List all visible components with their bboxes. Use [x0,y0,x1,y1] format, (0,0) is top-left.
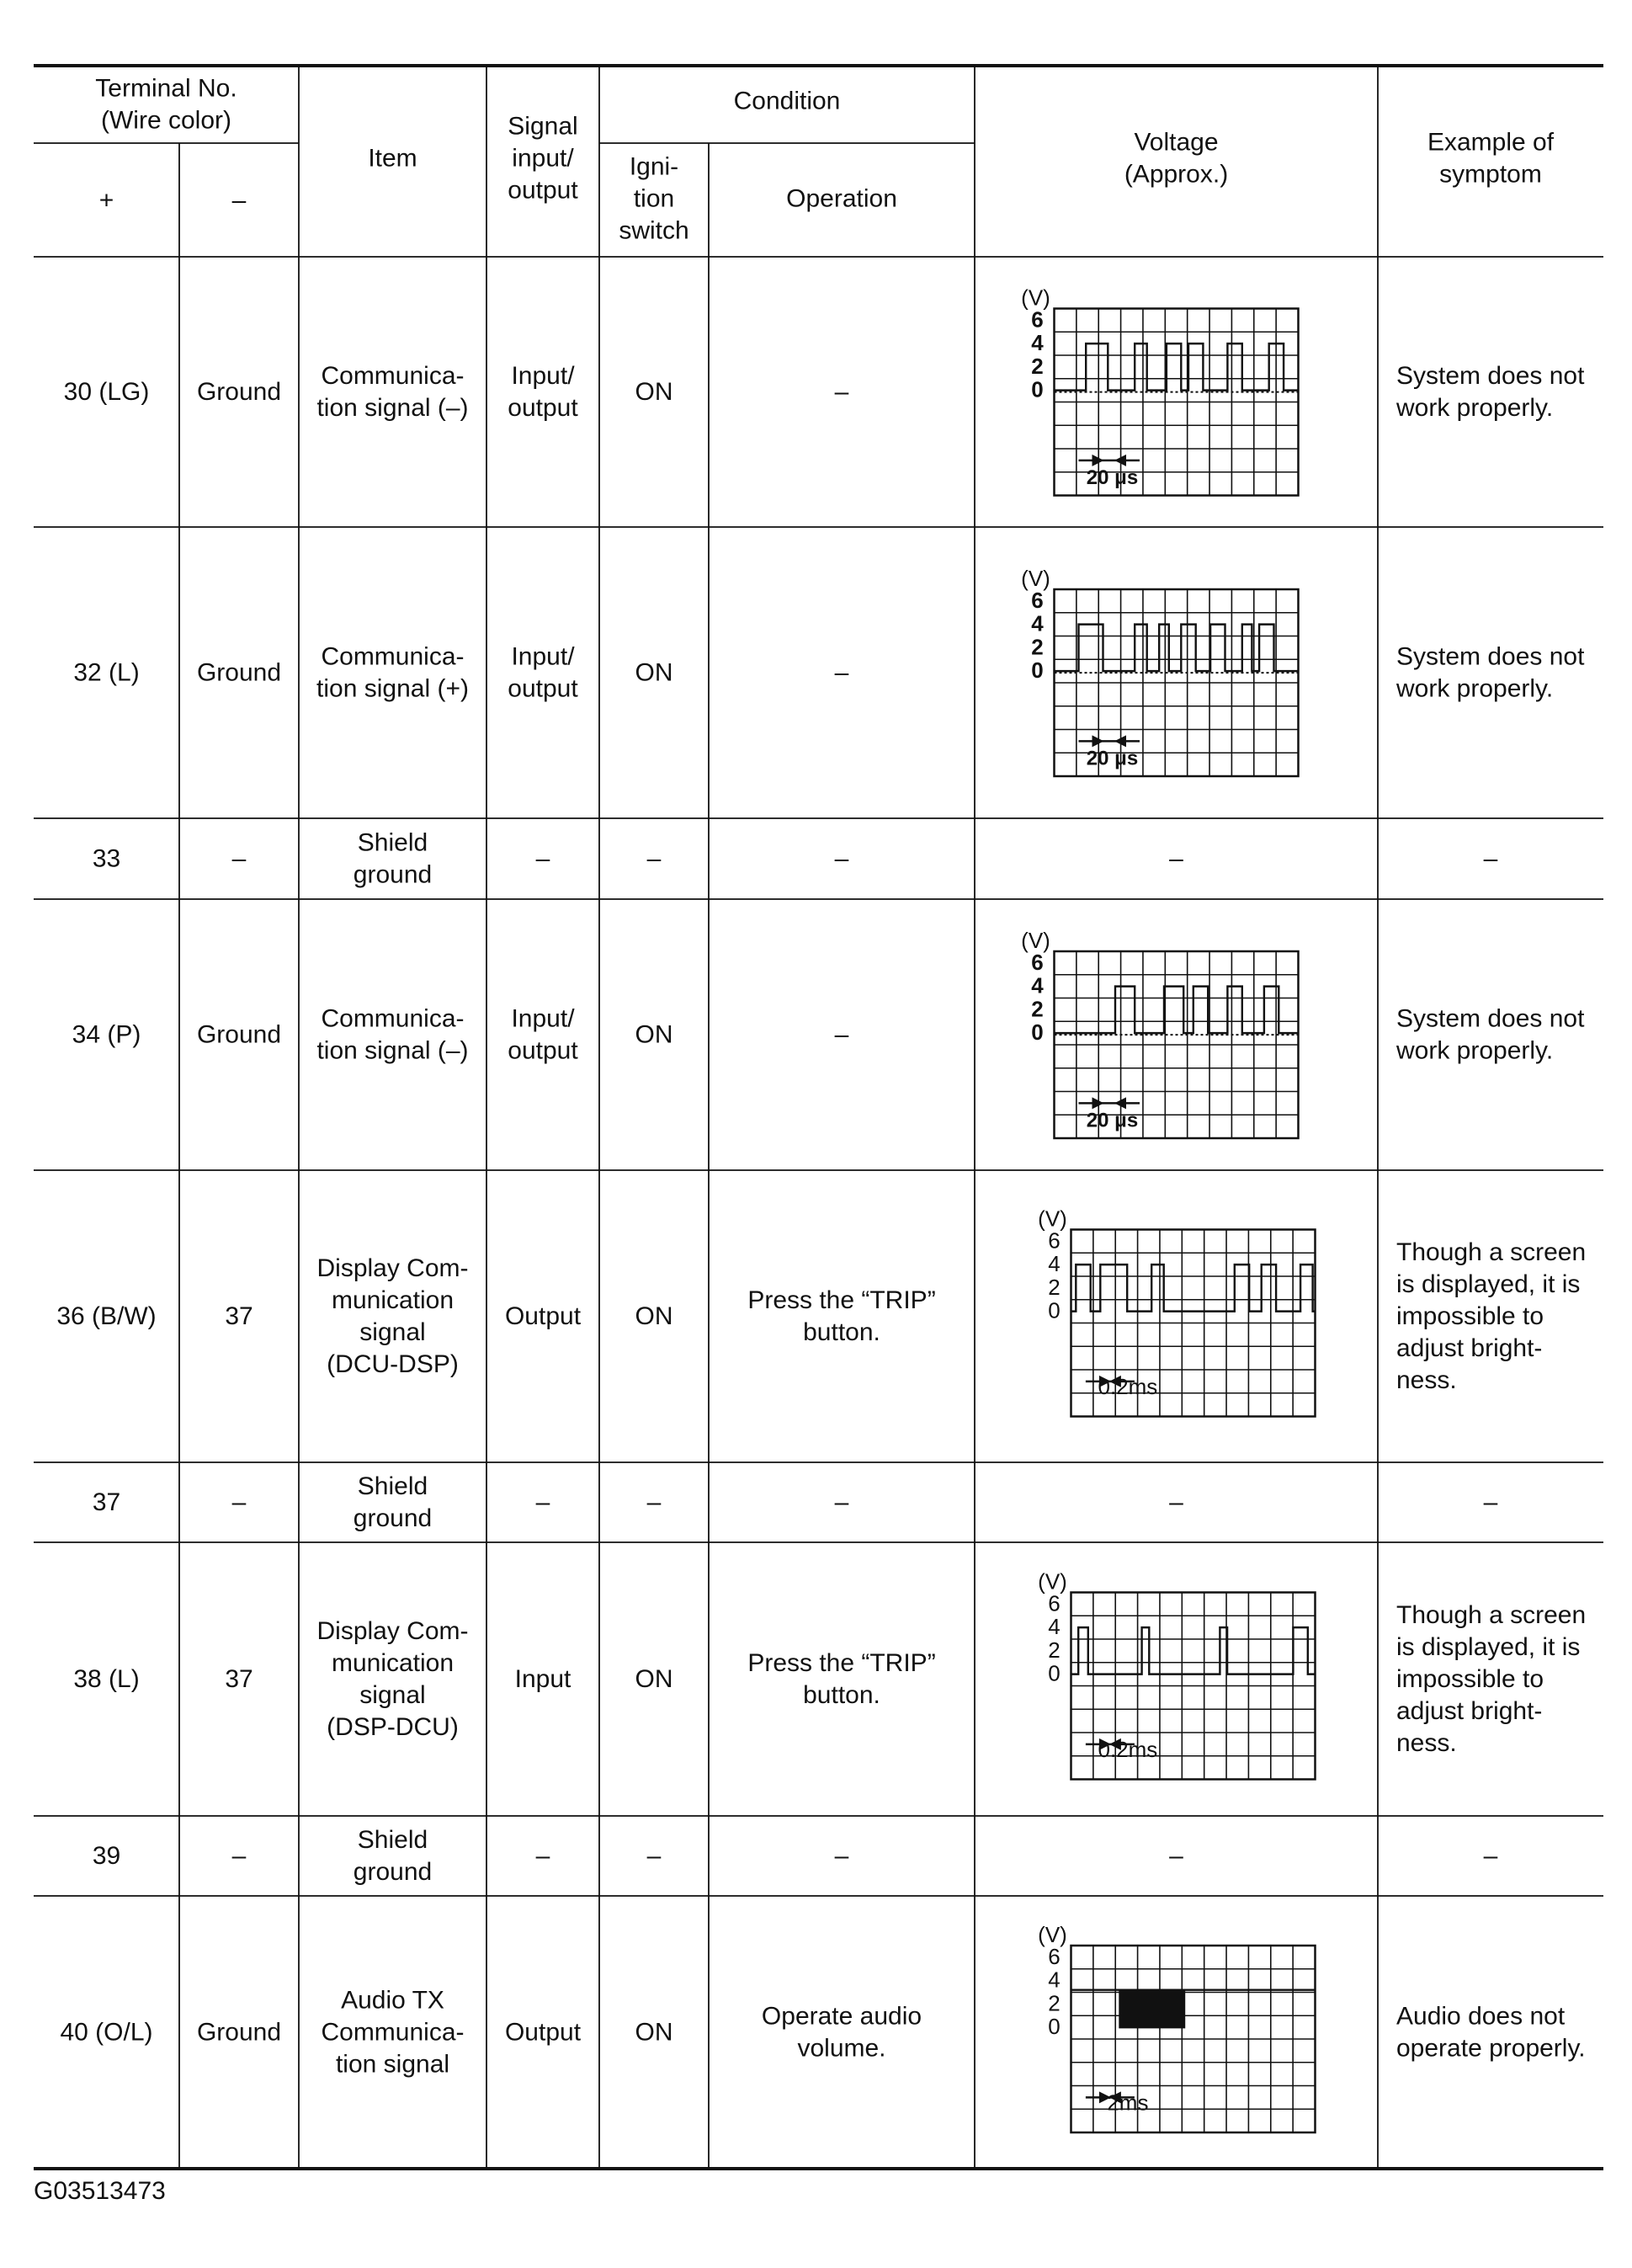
cell-terminal-minus [232,1842,247,1870]
cell-symptom [1396,1238,1586,1394]
scope-tick-label: 6 [1031,949,1044,975]
cell-symptom-text: – [1483,1842,1498,1870]
cell-symptom-text: is displayed, it is [1396,1270,1581,1298]
cell-terminal-minus-text: Ground [196,2018,282,2047]
cell-signal-io-text: Input [514,1665,571,1693]
cell-terminal-minus-text: – [231,1842,247,1870]
scope-tick-label: 0 [1031,1020,1044,1046]
cell-item [316,1254,468,1378]
cell-terminal-minus [225,1665,253,1693]
scope-tick-label: 6 [1031,587,1044,613]
cell-terminal-plus [60,2019,152,2047]
cell-symptom-text: System does not [1396,1004,1585,1033]
cell-item [354,829,432,889]
cell-item-text: (DCU-DSP) [327,1350,459,1378]
table-row [93,829,1498,889]
cell-ignition [647,845,662,873]
cell-voltage-text: – [1169,1842,1183,1870]
table-row [64,362,1585,422]
cell-voltage-scope [1038,1206,1315,1417]
header-ignition-switch-text: switch [619,216,689,245]
cell-signal-io-text: – [535,1842,550,1870]
cell-item-text: ground [353,1858,433,1886]
cell-signal-io [508,1005,578,1065]
scope-tick-label: 2 [1031,634,1044,660]
header-signal-io-text: output [508,176,578,205]
cell-ignition-text: ON [635,1020,673,1049]
cell-operation-text: – [834,378,849,406]
cell-voltage [1169,1488,1183,1516]
scope-tick-label: 4 [1031,330,1044,356]
header-minus [232,187,247,215]
cell-symptom [1395,1005,1585,1065]
cell-operation-text: – [834,1842,849,1870]
cell-terminal-minus-text: Ground [196,1020,282,1049]
scope-tick-label: 4 [1048,1614,1061,1640]
scope-tick-label: 4 [1048,1967,1061,1993]
scope-unit-label: (V) [1038,1206,1067,1232]
cell-signal-io-text: – [535,844,550,873]
cell-item [354,1826,432,1886]
cell-voltage-scope [1021,566,1298,776]
cell-item-text: ground [353,860,433,889]
cell-ignition-text: – [646,1488,662,1516]
cell-signal-io [505,1302,582,1330]
scope-tick-label: 0 [1048,1660,1061,1686]
cell-symptom-text: – [1483,844,1498,873]
header-plus-text: + [98,186,114,215]
scope-tick-label: 6 [1031,306,1044,333]
cell-operation [835,1488,849,1516]
cell-signal-io [515,1665,571,1693]
cell-ignition-text: ON [635,658,673,687]
cell-item-text: Communica- [321,362,465,390]
cell-item-text: Shield [357,1472,428,1500]
cell-terminal-plus [93,1842,120,1870]
header-ignition-switch [619,153,688,245]
cell-voltage [1169,1842,1183,1870]
cell-item-text: (DSP-DCU) [327,1713,459,1741]
cell-terminal-plus-text: 40 (O/L) [60,2018,153,2047]
header-symptom-text: symptom [1439,160,1542,189]
cell-symptom-text: impossible to [1396,1665,1544,1693]
table-row [93,1826,1498,1886]
cell-item-text: signal [359,1318,426,1346]
cell-terminal-minus [197,1021,281,1049]
cell-operation-text: – [834,1020,849,1049]
cell-operation-text: – [834,658,849,687]
cell-item [354,1472,432,1532]
cell-terminal-plus-text: 30 (LG) [63,378,150,406]
header-ignition-switch-text: tion [633,184,675,213]
cell-signal-io [508,643,578,703]
header-operation [786,185,897,213]
header-item [368,145,417,173]
cell-terminal-plus [56,1302,156,1330]
cell-operation-text: button. [803,1318,880,1346]
cell-ignition-text: – [646,1842,662,1870]
scope-tick-label: 0 [1031,658,1044,684]
cell-symptom [1484,845,1498,873]
scope-tick-label: 2 [1048,1990,1061,2016]
cell-ignition [635,378,673,406]
header-terminal-no-text: Terminal No. [95,74,237,103]
cell-symptom-text: System does not [1396,362,1585,390]
header-ignition-switch-text: Igni- [629,152,679,181]
header-plus [99,187,114,215]
cell-operation-text: Press the “TRIP” [747,1649,936,1677]
scope-tick-label: 4 [1031,972,1044,998]
table-row [56,1238,1586,1394]
cell-terminal-plus [93,1488,120,1516]
cell-signal-io [536,1842,550,1870]
cell-ignition [635,2019,673,2047]
cell-signal-io-text: output [508,1036,578,1065]
cell-item-text: Shield [357,1826,428,1854]
cell-ignition [635,1302,673,1330]
scope-tick-label: 0 [1048,2014,1061,2040]
cell-voltage-scope [1021,928,1298,1138]
cell-terminal-minus [197,2019,281,2047]
cell-symptom [1395,362,1585,422]
cell-symptom-text: work properly. [1396,394,1554,422]
cell-signal-io-text: output [508,674,578,703]
cell-terminal-minus [197,659,281,687]
header-signal-io-text: input/ [512,144,574,173]
table-row [60,1987,1585,2079]
cell-operation-text: – [834,1488,849,1516]
cell-item [316,362,468,422]
cell-item-text: tion signal [335,2050,450,2079]
cell-operation [835,1842,849,1870]
cell-signal-io-text: Input/ [511,362,575,390]
cell-terminal-plus [73,659,139,687]
scope-time-scale: 20 μs [1086,466,1139,489]
cell-symptom-text: adjust bright- [1396,1697,1543,1725]
scope-tick-label: 2 [1031,353,1044,379]
cell-item-text: tion signal (–) [316,1036,469,1065]
scope-tick-label: 6 [1048,1590,1061,1616]
cell-symptom-text: is displayed, it is [1396,1633,1581,1661]
cell-signal-io-text: Output [504,2018,582,2047]
table-row [73,1601,1586,1757]
cell-voltage-scope [1021,285,1298,496]
cell-ignition-text: ON [635,2018,673,2047]
cell-terminal-minus-text: Ground [196,658,282,687]
scope-tick-label: 4 [1031,610,1044,636]
cell-signal-io-text: Output [504,1302,582,1330]
header-voltage [1124,129,1228,189]
header-signal-io [508,113,578,205]
scope-unit-label: (V) [1021,566,1050,591]
cell-item-text: signal [359,1681,426,1709]
cell-item-text: Display Com- [316,1617,469,1645]
cell-terminal-plus [73,1665,139,1693]
cell-ignition-text: ON [635,378,673,406]
cell-operation-text: – [834,844,849,873]
scope-time-scale: 2ms [1107,2090,1149,2116]
cell-item-text: Display Com- [316,1254,469,1282]
cell-terminal-minus [232,845,247,873]
scope-tick-label: 2 [1048,1274,1061,1300]
cell-item [316,1005,468,1065]
scope-unit-label: (V) [1038,1922,1067,1947]
cell-signal-io [536,845,550,873]
cell-symptom-text: – [1483,1488,1498,1516]
cell-item-text: Communica- [321,2018,465,2047]
scope-tick-label: 2 [1031,996,1044,1022]
cell-operation [835,659,849,687]
cell-signal-io-text: – [535,1488,550,1516]
scope-unit-label: (V) [1021,928,1050,953]
cell-item-text: Audio TX [341,1986,444,2015]
cell-symptom [1395,643,1585,703]
header-terminal-no-text: (Wire color) [101,106,231,135]
scope-time-scale: 0.2ms [1098,1736,1158,1762]
cell-terminal-minus-text: – [231,844,247,873]
cell-symptom-text: operate properly. [1396,2034,1586,2063]
cell-voltage-scope [1038,1569,1315,1780]
cell-terminal-plus-text: 37 [92,1488,121,1516]
scope-unit-label: (V) [1021,285,1050,311]
cell-terminal-minus-text: 37 [225,1665,253,1693]
cell-operation [835,845,849,873]
cell-ignition [635,1021,673,1049]
cell-voltage [1169,845,1183,873]
cell-terminal-plus [72,1021,141,1049]
cell-item [316,643,469,703]
cell-voltage-text: – [1169,1488,1183,1516]
cell-terminal-plus-text: 38 (L) [73,1665,140,1693]
cell-terminal-minus [232,1488,247,1516]
scope-time-scale: 20 μs [1086,747,1139,770]
scope-time-scale: 0.2ms [1098,1373,1158,1399]
cell-item-text: tion signal (+) [316,674,469,703]
cell-signal-io [536,1488,550,1516]
cell-ignition [647,1842,662,1870]
cell-operation-text: Operate audio [761,2002,922,2031]
cell-ignition-text: ON [635,1665,673,1693]
cell-symptom [1484,1842,1498,1870]
cell-item-text: Communica- [321,1004,465,1033]
cell-symptom [1484,1488,1498,1516]
scope-tick-label: 0 [1048,1297,1061,1323]
cell-terminal-plus-text: 36 (B/W) [56,1302,157,1330]
cell-symptom-text: ness. [1396,1729,1457,1757]
header-condition-text: Condition [733,87,841,115]
cell-signal-io [505,2019,582,2047]
cell-item-text: munication [331,1649,455,1677]
cell-item [321,1987,464,2079]
figure-code: G03513473 [34,2177,166,2205]
cell-ignition [635,1665,673,1693]
cell-signal-io-text: output [508,394,578,422]
cell-terminal-minus [225,1302,253,1330]
cell-symptom-text: Audio does not [1396,2002,1566,2031]
scope-tick-label: 2 [1048,1637,1061,1663]
cell-terminal-minus-text: Ground [196,378,282,406]
cell-item-text: tion signal (–) [316,394,469,422]
cell-ignition-text: ON [635,1302,673,1330]
cell-signal-io-text: Input/ [511,1004,575,1033]
header-operation-text: Operation [786,184,897,213]
cell-item-text: Communica- [321,642,465,671]
cell-symptom-text: work properly. [1396,1036,1554,1065]
cell-symptom-text: ness. [1396,1366,1457,1394]
cell-operation [762,2003,922,2063]
scope-tick-label: 6 [1048,1227,1061,1254]
scope-tick-label: 4 [1048,1251,1061,1277]
cell-symptom-text: work properly. [1396,674,1554,703]
cell-operation-text: button. [803,1681,880,1709]
cell-operation [747,1286,935,1346]
cell-operation [747,1649,935,1709]
cell-terminal-minus-text: – [231,1488,247,1516]
header-symptom [1427,129,1555,189]
header-symptom-text: Example of [1427,128,1555,157]
table-row [93,1472,1498,1532]
cell-symptom-text: System does not [1396,642,1585,671]
cell-item-text: Shield [357,828,428,857]
cell-terminal-plus-text: 33 [92,844,121,873]
cell-symptom-text: adjust bright- [1396,1334,1543,1362]
cell-terminal-plus [93,845,120,873]
header-minus-text: – [231,186,247,215]
cell-item [316,1617,468,1741]
cell-symptom-text: Though a screen [1396,1601,1587,1629]
cell-symptom [1396,1601,1586,1757]
cell-terminal-minus-text: 37 [225,1302,253,1330]
cell-signal-io [508,362,578,422]
cell-item-text: ground [353,1504,433,1532]
scope-tick-label: 6 [1048,1943,1061,1969]
cell-operation-text: volume. [797,2034,886,2063]
header-item-text: Item [368,144,417,173]
cell-terminal-plus-text: 32 (L) [73,658,140,687]
cell-operation-text: Press the “TRIP” [747,1286,936,1314]
header-terminal-no [95,75,237,135]
cell-voltage-text: – [1169,844,1183,873]
scope-unit-label: (V) [1038,1568,1067,1595]
cell-symptom [1396,2003,1586,2063]
scope-tick-label: 0 [1031,376,1044,402]
cell-symptom-text: Though a screen [1396,1238,1587,1266]
cell-terminal-plus-text: 39 [92,1842,121,1870]
cell-ignition [635,659,673,687]
cell-voltage-scope [1038,1922,1315,2132]
cell-ignition-text: – [646,844,662,873]
header-condition [734,88,841,115]
header-voltage-text: Voltage [1134,128,1219,157]
table-row [73,643,1585,703]
cell-terminal-plus-text: 34 (P) [72,1020,141,1049]
cell-item-text: munication [331,1286,455,1314]
cell-operation [835,1021,849,1049]
cell-symptom-text: impossible to [1396,1302,1544,1330]
header-voltage-text: (Approx.) [1124,160,1229,189]
cell-terminal-minus [197,378,281,406]
header-signal-io-text: Signal [508,112,578,141]
cell-ignition [647,1488,662,1516]
scope-time-scale: 20 μs [1086,1109,1139,1132]
cell-signal-io-text: Input/ [511,642,575,671]
cell-terminal-plus [64,378,150,406]
cell-operation [835,378,849,406]
